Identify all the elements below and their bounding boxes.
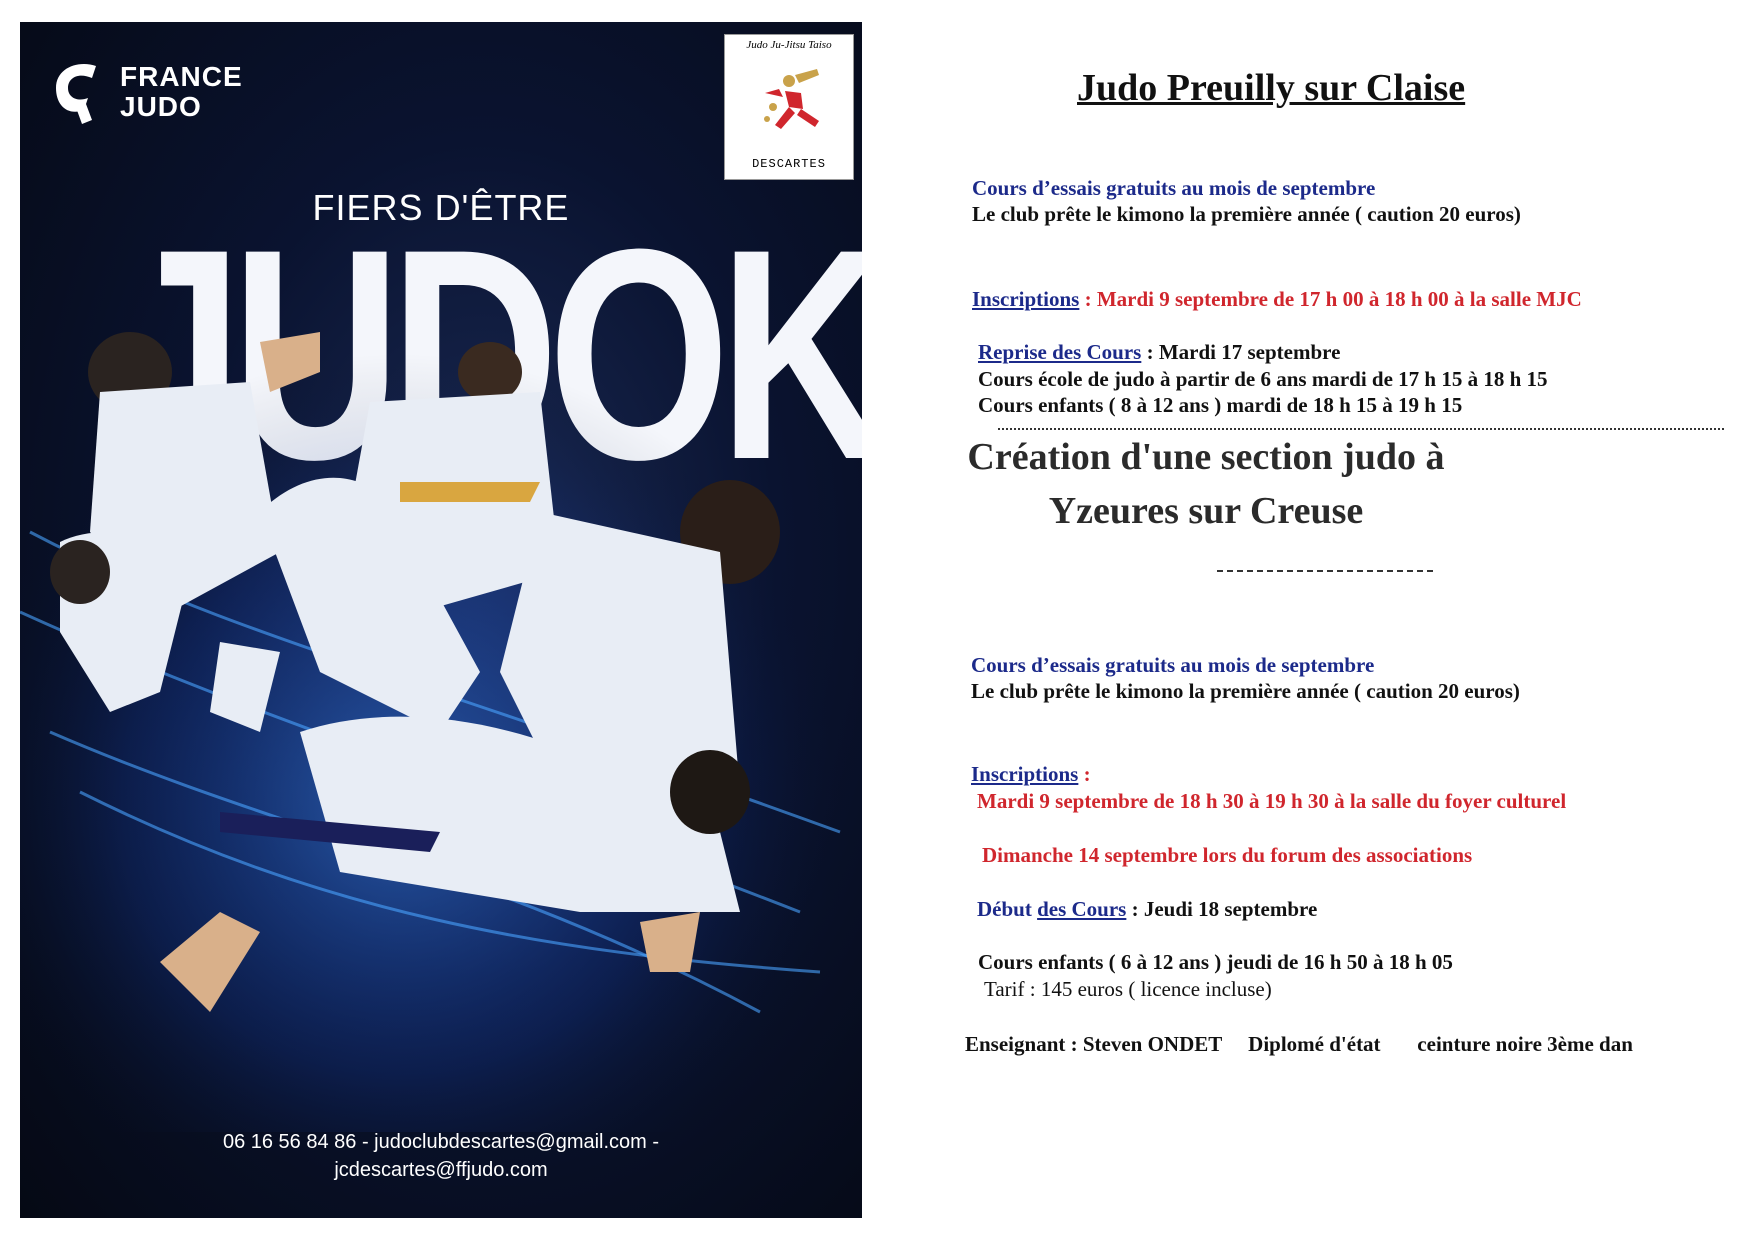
- title-underline-dashes: [1217, 570, 1433, 572]
- club-flyer: [870, 0, 1754, 1240]
- yzeures-inscriptions-label: Inscriptions: [971, 762, 1079, 786]
- preuilly-reprise-label: Reprise des Cours: [978, 340, 1142, 364]
- yzeures-kimono-text: Le club prête le kimono la première année ( caution 20 euros): [971, 679, 1520, 703]
- club-logo: [724, 34, 854, 180]
- poster-tagline: FIERS D'ÊTRE: [312, 187, 570, 228]
- club-name: Judo Ju-Jitsu Taiso: [746, 39, 832, 51]
- yzeures-kids-text: Cours enfants ( 6 à 12 ans ) jeudi de 16 h 50 à 18 h 05: [978, 950, 1453, 974]
- preuilly-trial-text: Cours d’essais gratuits au mois de septembre: [972, 176, 1376, 200]
- yzeures-inscriptions: [971, 761, 1091, 787]
- preuilly-reprise: [978, 339, 1340, 365]
- yzeures-teacher-text: Enseignant : Steven ONDET Diplomé d'état ceinture noire 3ème dan: [965, 1032, 1633, 1056]
- section-title-line1: Création d'une section judo à: [967, 436, 1445, 478]
- section-title-line2: Yzeures sur Creuse: [1048, 490, 1364, 532]
- yzeures-debut-label: des Cours: [1037, 897, 1127, 921]
- contact-line2: jcdescartes@ffjudo.com: [334, 1159, 548, 1181]
- preuilly-kimono-text: Le club prête le kimono la première année ( caution 20 euros): [972, 202, 1521, 226]
- contact-line1: 06 16 56 84 86 - judoclubdescartes@gmail.com -: [222, 1131, 660, 1153]
- preuilly-inscriptions: [972, 286, 1582, 312]
- brand-line2: JUDO: [120, 91, 202, 122]
- yzeures-inscriptions-colon: :: [1078, 762, 1091, 786]
- preuilly-inscriptions-label: Inscriptions: [972, 287, 1080, 311]
- france-judo-mark-icon: [48, 58, 104, 128]
- preuilly-kids-text: Cours enfants ( 8 à 12 ans ) mardi de 18 h 15 à 19 h 15: [978, 393, 1463, 417]
- preuilly-school-text: Cours école de judo à partir de 6 ans mardi de 17 h 15 à 18 h 15: [978, 367, 1548, 391]
- section-divider: [998, 428, 1724, 430]
- yzeures-insc-1: Mardi 9 septembre de 18 h 30 à 19 h 30 à la salle du foyer culturel: [977, 789, 1567, 813]
- yzeures-debut-prefix: Début: [977, 897, 1038, 921]
- judo-action-photo: [20, 312, 862, 1132]
- club-city: DESCARTES: [752, 157, 826, 171]
- yzeures-debut: [977, 896, 1317, 922]
- flyer-title: Judo Preuilly sur Claise: [1077, 67, 1466, 109]
- judo-poster: [20, 22, 862, 1218]
- yzeures-trial-text: Cours d’essais gratuits au mois de septembre: [971, 653, 1375, 677]
- preuilly-reprise-text: : Mardi 17 septembre: [1146, 340, 1341, 364]
- brand-line1: FRANCE: [120, 61, 243, 92]
- yzeures-debut-text: : Jeudi 18 septembre: [1126, 897, 1318, 921]
- yzeures-tarif-text: Tarif : 145 euros ( licence incluse): [984, 977, 1272, 1001]
- yzeures-insc-2: Dimanche 14 septembre lors du forum des associations: [982, 843, 1473, 867]
- judoka-figure-icon: [745, 63, 835, 143]
- france-judo-logo: [48, 58, 248, 128]
- preuilly-inscriptions-text: : Mardi 9 septembre de 17 h 00 à 18 h 00 à la salle MJC: [1084, 287, 1582, 311]
